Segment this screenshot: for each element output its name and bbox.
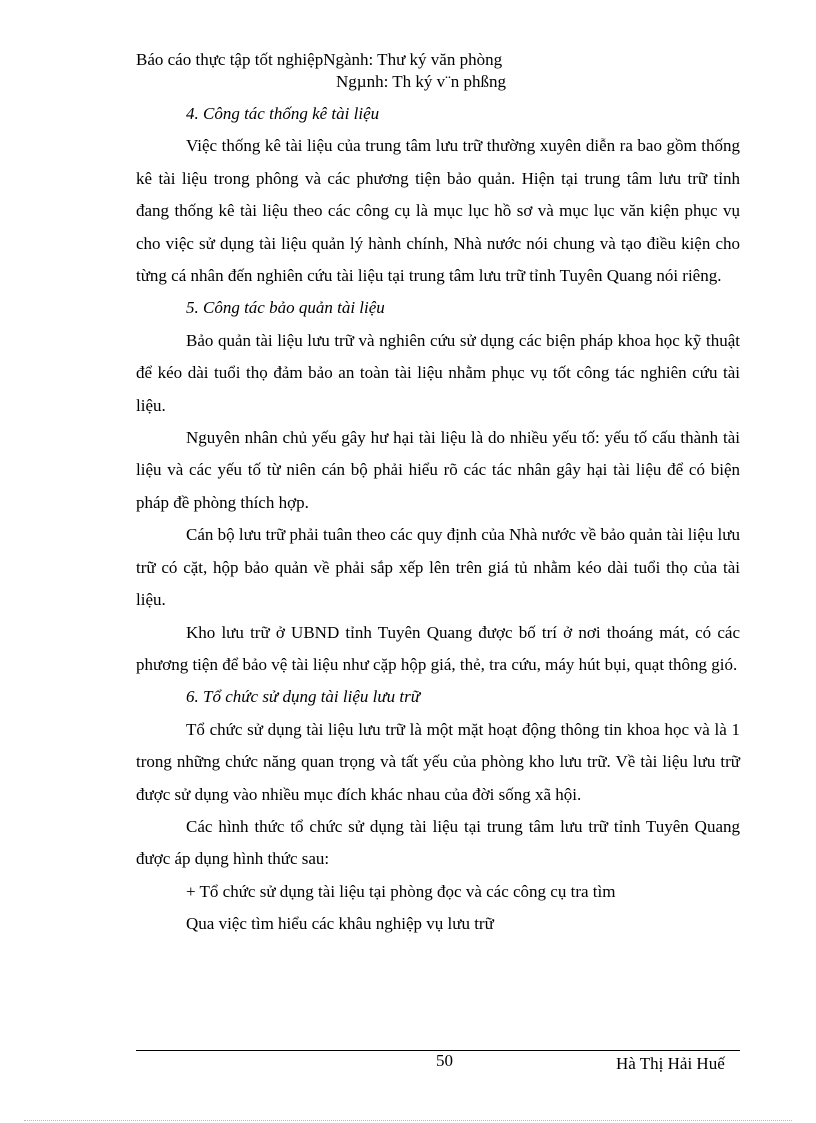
section-heading-5: 5. Công tác bảo quản tài liệu xyxy=(186,298,385,318)
paragraph: Bảo quản tài liệu lưu trữ và nghiên cứu sử dụng các biện pháp khoa học kỹ thuật để kéo dài tuổi thọ đảm bảo an toàn tài liệu nhằm phục vụ tốt công tác nghiên cứu tài liệu. xyxy=(136,330,740,415)
paragraph: Các hình thức tổ chức sử dụng tài liệu tại trung tâm lưu trữ tỉnh Tuyên Quang được áp dụng hình thức sau: xyxy=(136,816,740,869)
document-body xyxy=(136,98,740,941)
page-border xyxy=(24,1120,792,1121)
paragraph: Việc thống kê tài liệu của trung tâm lưu trữ thường xuyên diễn ra bao gồm thống kê tài liệu trong phông và các phương tiện bảo quản. Hiện tại trung tâm lưu trữ tỉnh đang thống kê tài liệu theo các công cụ là mục lục hồ sơ và mục lục văn kiện phục vụ cho việc sử dụng tài liệu quản lý hành chính, Nhà nước nói chung và tạo điều kiện cho từng cá nhân đến nghiên cứu tài liệu tại trung tâm lưu trữ tỉnh Tuyên Quang nói riêng. xyxy=(136,136,740,286)
running-header-garbled: Ngµnh: Th ký v¨n phßng xyxy=(336,72,507,91)
list-item: + Tổ chức sử dụng tài liệu tại phòng đọc và các công cụ tra tìm xyxy=(186,881,616,901)
footer-author: Hà Thị Hải Huế xyxy=(616,1054,725,1073)
section-heading-6: 6. Tổ chức sử dụng tài liệu lưu trữ xyxy=(186,687,420,707)
running-header: Báo cáo thực tập tốt nghiệpNgành: Thư ký văn phòng xyxy=(136,50,503,69)
paragraph: Tổ chức sử dụng tài liệu lưu trữ là một mặt hoạt động thông tin khoa học và là 1 trong những chức năng quan trọng và tất yếu của phòng kho lưu trữ. Về tài liệu lưu trữ được sử dụng vào nhiều mục đích khác nhau của đời sống xã hội. xyxy=(136,719,740,804)
paragraph: Kho lưu trữ ở UBND tỉnh Tuyên Quang được bố trí ở nơi thoáng mát, có các phương tiện để bảo vệ tài liệu như cặp hộp giá, thẻ, tra cứu, máy hút bụi, quạt thông gió. xyxy=(136,622,740,674)
paragraph: Cán bộ lưu trữ phải tuân theo các quy định của Nhà nước về bảo quản tài liệu lưu trữ có cặt, hộp bảo quản về phải sắp xếp lên trên giá tủ nhằm kéo dài tuổi thọ của tài liệu. xyxy=(136,525,740,610)
paragraph: Nguyên nhân chủ yếu gây hư hại tài liệu là do nhiều yếu tố: yếu tố cấu thành tài liệu và các yếu tố từ niên cán bộ phải hiểu rõ các tác nhân gây hại tài liệu để có biện pháp đề phòng thích hợp. xyxy=(136,428,740,512)
list-item: Qua việc tìm hiểu các khâu nghiệp vụ lưu trữ xyxy=(186,914,494,934)
page-number: 50 xyxy=(436,1051,453,1070)
section-heading-4: 4. Công tác thống kê tài liệu xyxy=(186,104,380,123)
